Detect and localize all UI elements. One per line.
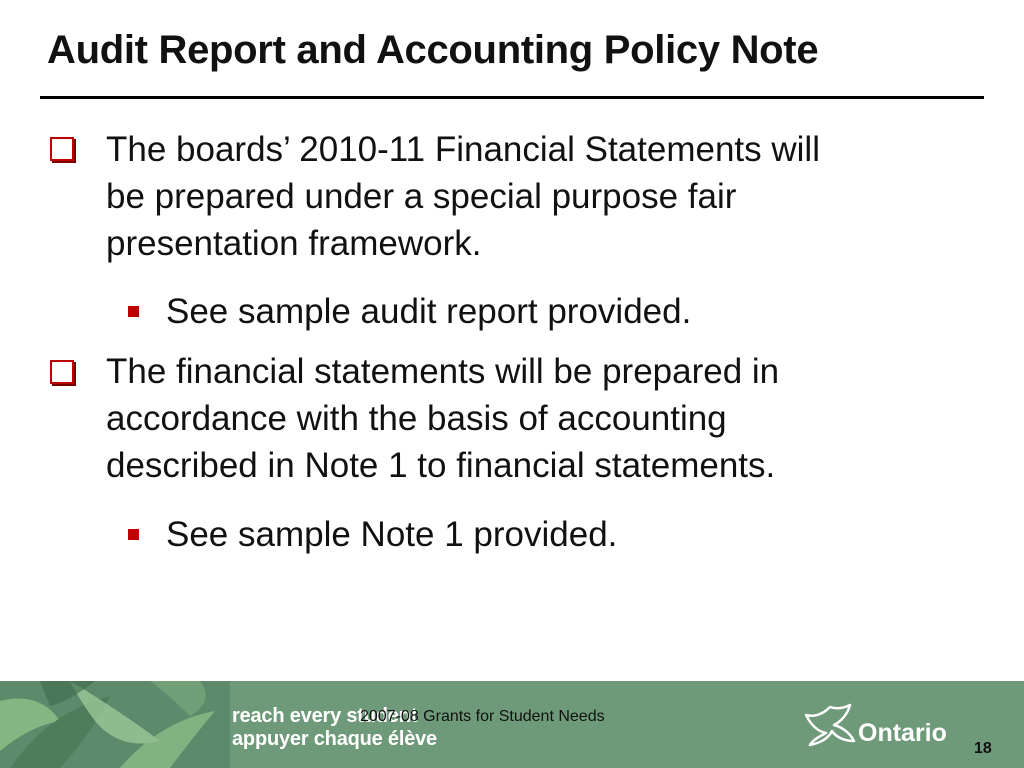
trillium-icon [800,701,860,747]
tagline-french: appuyer chaque élève [232,728,437,750]
bullet-2-line-1: The financial statements will be prepared in [106,352,780,391]
bullet-1-line-1: The boards’ 2010-11 Financial Statements will [106,130,820,169]
footer-center-text: 2007-08 Grants for Student Needs [360,708,605,725]
slide-title: Audit Report and Accounting Policy Note [47,28,819,72]
filled-square-bullet-icon [128,306,139,317]
bullet-2-line-2: accordance with the basis of accounting [106,399,727,438]
ontario-logo-text: Ontario [858,719,947,747]
bullet-1-sub-item: See sample audit report provided. [166,292,692,331]
bullet-2-sub-item: See sample Note 1 provided. [166,515,618,554]
bullet-1-text [106,126,966,267]
bullet-2-line-3: described in Note 1 to financial statements. [106,446,776,485]
bullet-1-line-3: presentation framework. [106,224,482,263]
title-divider [40,96,984,99]
hollow-square-bullet-icon [50,360,74,384]
tagline-english: reach every student [232,705,418,727]
bullet-2-text [106,348,966,489]
hollow-square-bullet-icon [50,137,74,161]
footer-band [0,681,1024,768]
leaf-decoration-icon [0,681,230,768]
page-number: 18 [974,740,992,757]
bullet-1-line-2: be prepared under a special purpose fair [106,177,737,216]
filled-square-bullet-icon [128,529,139,540]
